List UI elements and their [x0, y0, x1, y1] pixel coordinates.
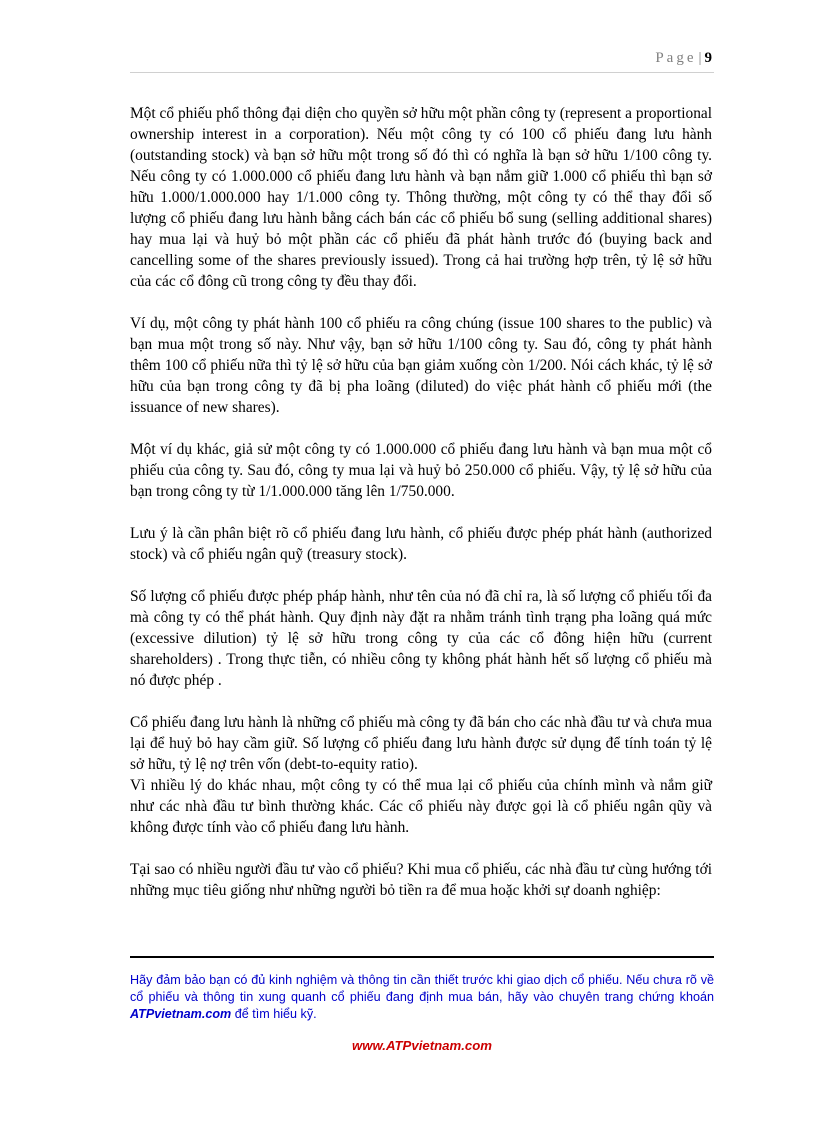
footer-note-end: để tìm hiểu kỹ.: [231, 1007, 317, 1021]
page-header: [130, 50, 714, 73]
paragraph-why-invest: Tại sao có nhiều người đầu tư vào cổ phiếu? Khi mua cổ phiếu, các nhà đầu tư cùng hướng tới những mục tiêu giống như những người bỏ tiền ra để mua hoặc khởi sự doanh nghiệp:: [130, 861, 712, 899]
footer-brand-link[interactable]: ATPvietnam.com: [130, 1007, 232, 1021]
paragraph-dilution-example: Ví dụ, một công ty phát hành 100 cổ phiếu ra công chúng (issue 100 shares to the public) và bạn mua một trong số này. Như vậy, bạn sở hữu 1/100 công ty. Sau đó, công ty phát hành thêm 100 cổ phiếu nữa thì tỷ lệ sở hữu của bạn giảm xuống còn 1/200. Nói cách khác, tỷ lệ sở hữu của bạn trong công ty đã bị pha loãng (diluted) do việc phát hành cổ phiếu mới (the issuance of new shares).: [130, 315, 712, 416]
document-body: [130, 103, 712, 922]
footer-note-text: Hãy đảm bảo bạn có đủ kinh nghiệm và thông tin cần thiết trước khi giao dịch cổ phiếu. Nếu chưa rõ về cổ phiếu và thông tin xung quanh cổ phiếu đang định mua bán, hãy vào chuyên trang chứng khoán: [130, 973, 714, 1004]
page-separator: |: [698, 50, 702, 66]
footer-website-link[interactable]: www.ATPvietnam.com: [352, 1038, 492, 1053]
page-number-label: [655, 50, 712, 67]
page-label: Page: [655, 50, 697, 66]
paragraph-common-stock: Một cổ phiếu phổ thông đại diện cho quyền sở hữu một phần công ty (represent a proportional ownership interest in a corporation). Nếu một công ty có 100 cổ phiếu đang lưu hành (outstanding stock) và bạn sở hữu một trong số đó thì có nghĩa là bạn sở hữu 1/100 công ty. Nếu công ty có 1.000.000 cổ phiếu đang lưu hành và bạn nắm giữ 1.000 cổ phiếu thì bạn sở hữu 1.000/1.000.000 hay 1/1.000 công ty. Thông thường, một công ty có thể thay đổi số lượng cổ phiếu đang lưu hành bằng cách bán các cổ phiếu bổ sung (selling additional shares) hay mua lại và huỷ bỏ một phần các cổ phiếu đã phát hành trước đó (buying back and cancelling some of the shares previously issued). Trong cả hai trường hợp trên, tỷ lệ sở hữu của các cổ đông cũ trong công ty đều thay đổi.: [130, 105, 712, 290]
paragraph-authorized-stock: Số lượng cổ phiếu được phép pháp hành, như tên của nó đã chỉ ra, là số lượng cổ phiếu tối đa mà công ty có thể phát hành. Quy định này đặt ra nhằm tránh tình trạng pha loãng quá mức (excessive dilution) tỷ lệ sở hữu trong công ty của các cổ đông hiện hữu (current shareholders) . Trong thực tiễn, có nhiều công ty không phát hành hết số lượng cổ phiếu mà nó được phép .: [130, 588, 712, 689]
footer-divider: [130, 956, 714, 958]
paragraph-stock-types: Lưu ý là cần phân biệt rõ cổ phiếu đang lưu hành, cổ phiếu được phép phát hành (authorized stock) và cổ phiếu ngân quỹ (treasury stock).: [130, 525, 712, 563]
page-number: 9: [704, 50, 712, 66]
paragraph-buyback-example: Một ví dụ khác, giả sử một công ty có 1.000.000 cổ phiếu đang lưu hành và bạn mua một cổ phiếu của công ty. Sau đó, công ty mua lại và huỷ bỏ 250.000 cổ phiếu. Vậy, tỷ lệ sở hữu của bạn trong công ty từ 1/1.000.000 tăng lên 1/750.000.: [130, 441, 712, 500]
paragraph-outstanding-stock: Cổ phiếu đang lưu hành là những cổ phiếu mà công ty đã bán cho các nhà đầu tư và chưa mua lại để huỷ bỏ hay cầm giữ. Số lượng cổ phiếu đang lưu hành được sử dụng để tính toán tỷ lệ sở hữu, tỷ lệ nợ trên vốn (debt-to-equity ratio).: [130, 714, 712, 773]
paragraph-treasury-stock: Vì nhiều lý do khác nhau, một công ty có thể mua lại cổ phiếu của chính mình và nắm giữ như các nhà đầu tư bình thường khác. Các cổ phiếu này được gọi là cổ phiếu ngân qũy và không được tính vào cổ phiếu đang lưu hành.: [130, 777, 712, 836]
footer-note: [130, 972, 714, 1023]
